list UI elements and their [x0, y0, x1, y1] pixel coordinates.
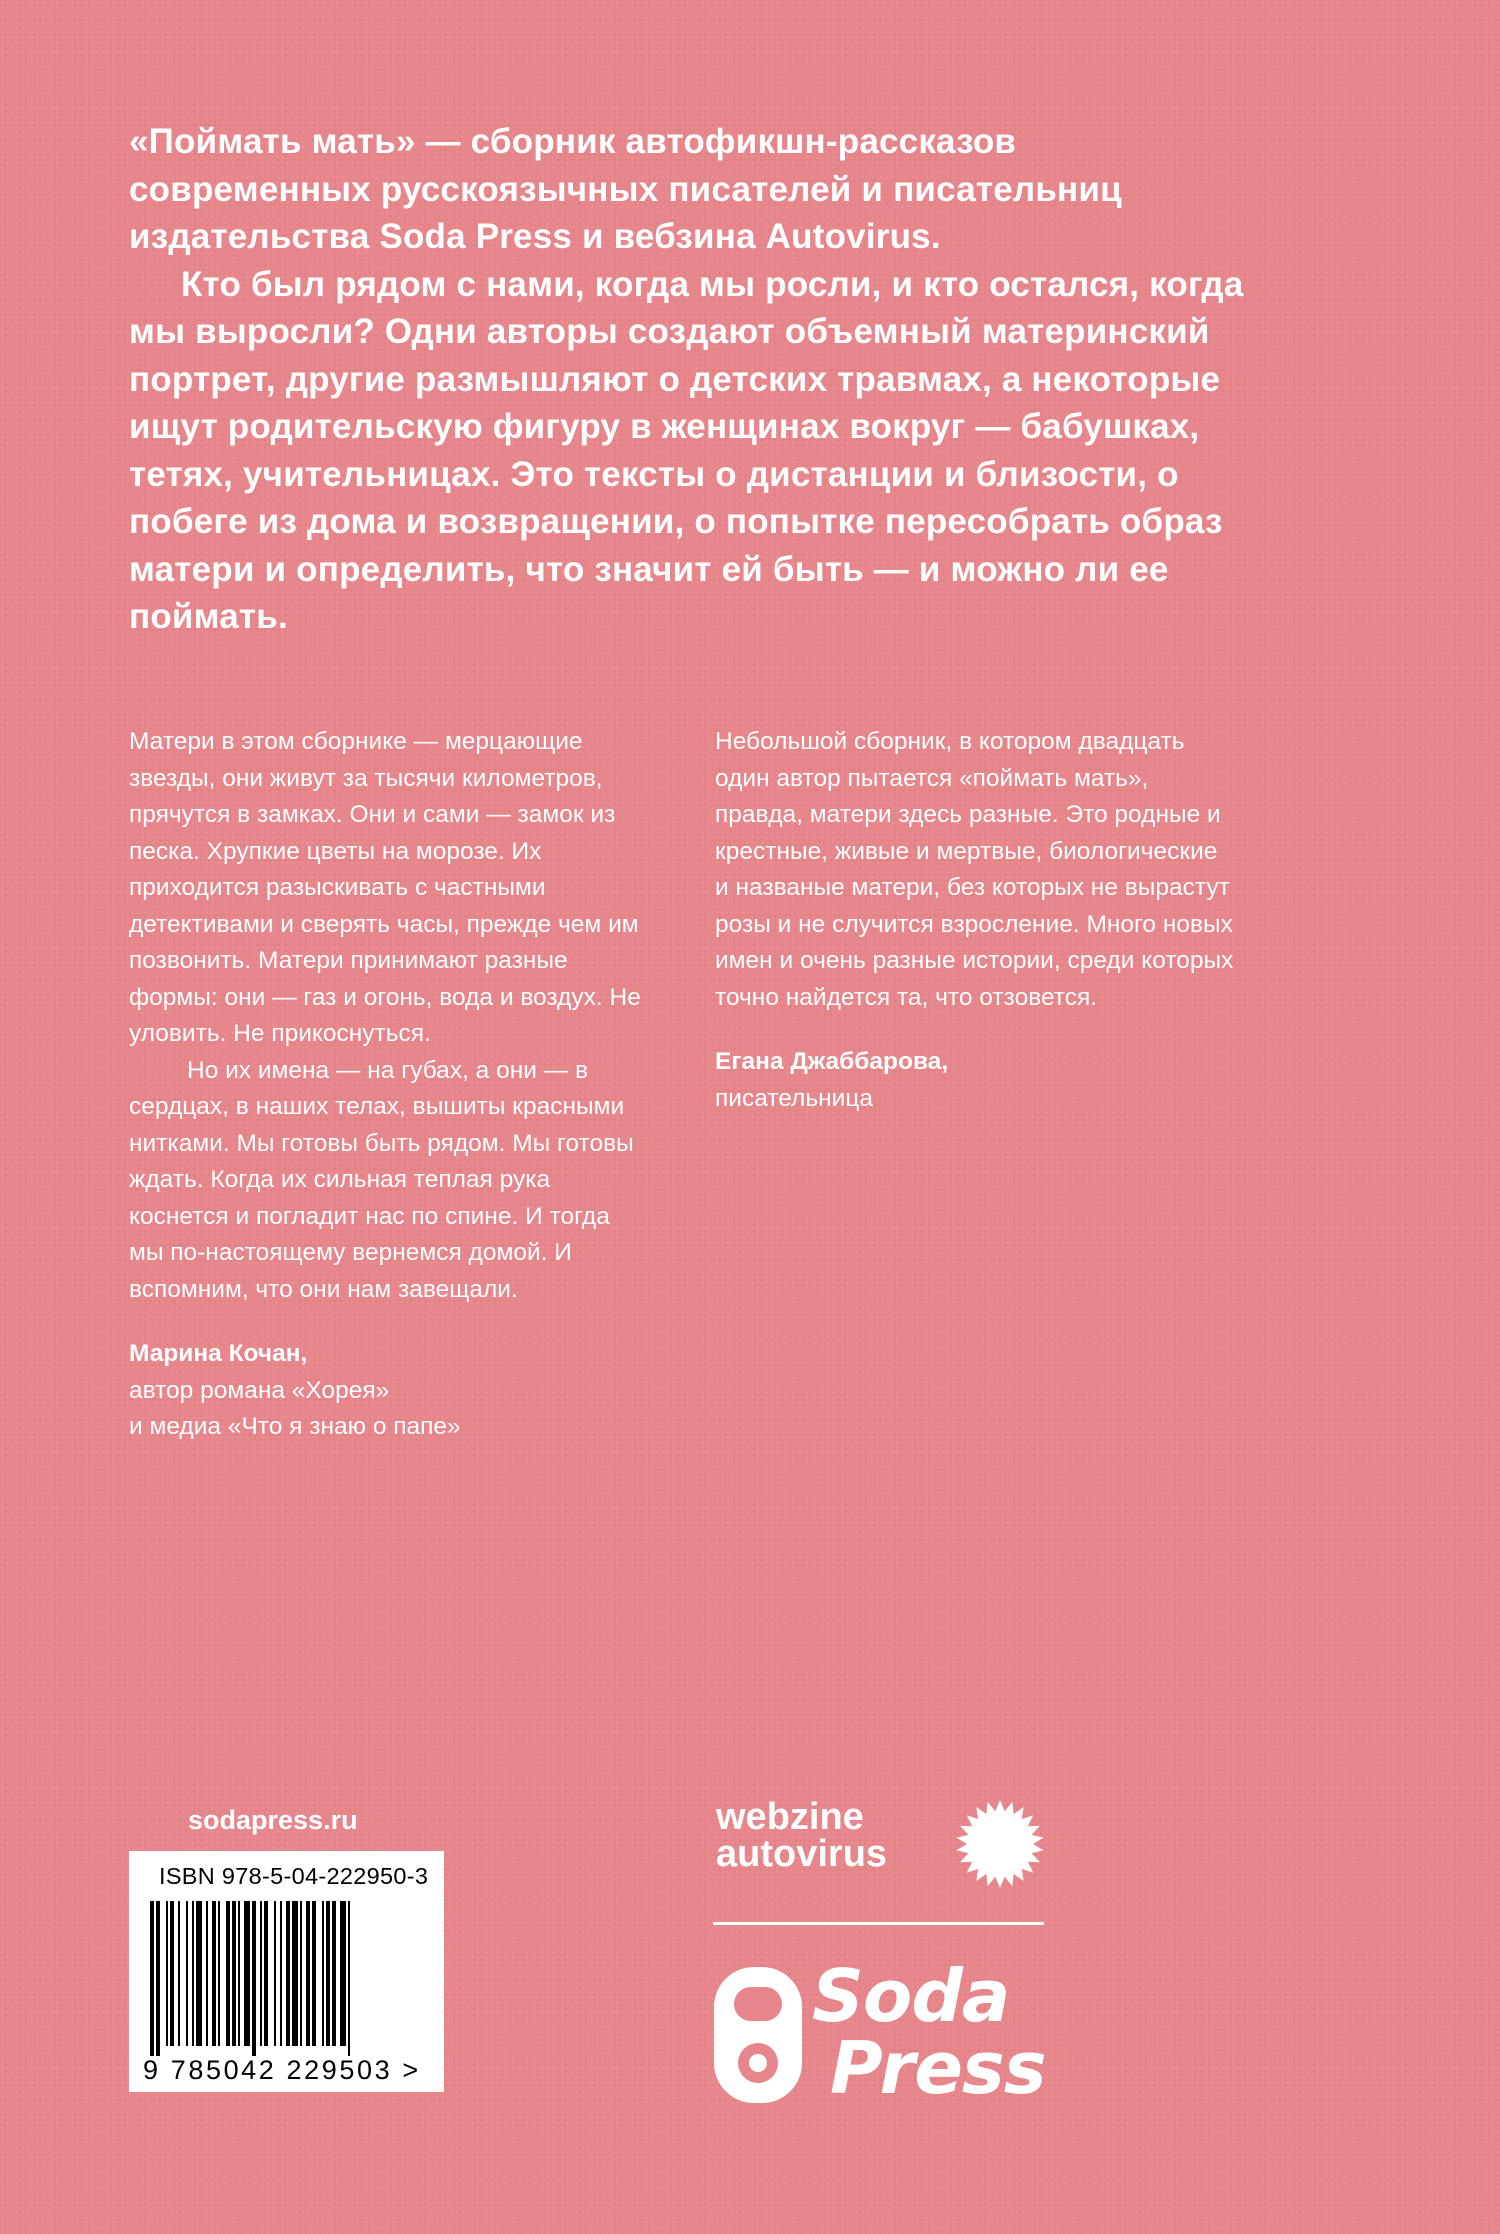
- review-signature: [715, 1044, 1235, 1117]
- webzine-logo-line-2: autovirus: [716, 1833, 888, 1875]
- isbn-barcode-box: [129, 1851, 444, 2092]
- review-paragraph: Небольшой сборник, в котором двадцать один автор пытается «поймать мать», правда, матери здесь разные. Это родные и крестные, живые и мертвые, биологические и названые матери, без которых не вырастут розы и не случится взросление. Много новых имен и очень разные истории, среди которых точно найдется та, что отзовется.: [715, 728, 1234, 1011]
- webzine-logo-line-1: webzine: [716, 1796, 864, 1838]
- webzine-autovirus-logo: [716, 1796, 888, 1875]
- annotation-paragraph-2: Кто был рядом с нами, когда мы росли, и кто остался, когда мы выросли? Одни авторы создают объемный материнский портрет, другие размышляют о детских травмах, а некоторые ищут родительскую фигуру в женщинах вокруг — бабушках, тетях, учительницах. Это тексты о дистанции и близости, о побеге из дома и возвращении, о попытке пересобрать образ матери и определить, что значит ей быть — и можно ли ее поймать.: [129, 264, 1244, 636]
- reviewer-name: Егана Джаббарова,: [715, 1048, 949, 1075]
- review-paragraph-2: Но их имена — на губах, а они — в сердцах, в наших телах, вышиты красными нитками. Мы готовы быть рядом. Мы готовы ждать. Когда их сильная теплая рука коснется и погладит нас по спине. И тогда мы по-настоящему вернемся домой. И вспомним, что они нам завещали.: [129, 1056, 634, 1303]
- soda-can-icon: [712, 1965, 804, 2105]
- review-paragraph-1: Матери в этом сборнике — мерцающие звезды, они живут за тысячи километров, прячутся в замках. Они и сами — замок из песка. Хрупкие цветы на морозе. Их приходится разыскивать с частными детективами и сверять часы, прежде чем им позвонить. Матери принимают разные формы: они — газ и огонь, вода и воздух. Не уловить. Не прикоснуться.: [129, 728, 641, 1047]
- barcode-digits: 9 785042 229503 >: [143, 2055, 421, 2085]
- reviewer-role-line-2: и медиа «Что я знаю о папе»: [129, 1413, 461, 1440]
- reviewer-name: Марина Кочан,: [129, 1340, 308, 1367]
- review-jabbarova: [715, 724, 1235, 1117]
- soda-press-logo-line-1: Soda: [812, 1954, 1010, 2038]
- isbn-number: ISBN 978-5-04-222950-3: [159, 1863, 429, 1889]
- publisher-website: sodapress.ru: [188, 1805, 358, 1835]
- reviewer-role-line-1: автор романа «Хорея»: [129, 1376, 390, 1404]
- review-kochan: [129, 724, 649, 1446]
- sun-icon: [955, 1799, 1045, 1889]
- barcode: [146, 1901, 428, 2056]
- soda-press-logo-line-2: Press: [830, 2026, 1046, 2110]
- annotation: [129, 118, 1249, 641]
- logo-divider: [713, 1922, 1044, 1925]
- annotation-paragraph-1: «Поймать мать» — сборник автофикшн-рассказов современных русскоязычных писателей и писательниц издательства Soda Press и вебзина Autovirus.: [129, 122, 1122, 256]
- reviewer-role: писательница: [715, 1084, 873, 1112]
- soda-press-logo: [812, 1954, 1046, 2110]
- review-signature: [129, 1336, 649, 1446]
